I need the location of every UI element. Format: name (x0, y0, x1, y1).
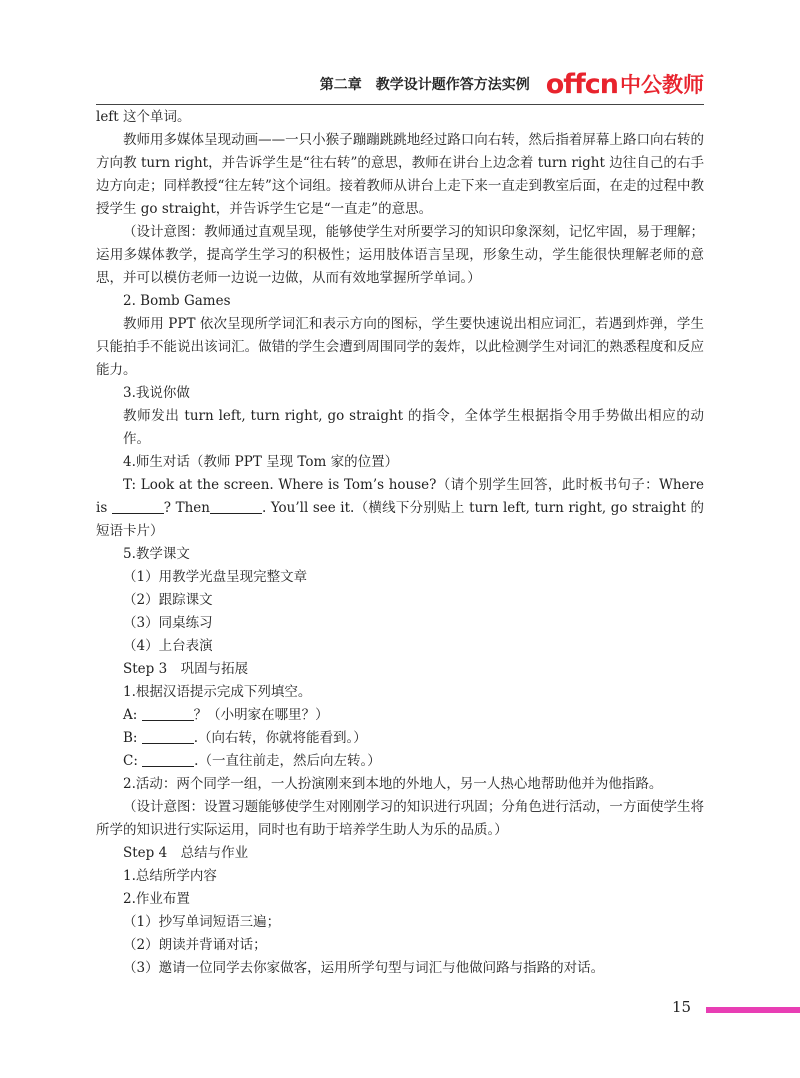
fill-blank (210, 499, 262, 514)
header-divider (96, 104, 704, 105)
page-header (96, 66, 704, 102)
paragraph: 教师用多媒体呈现动画——一只小猴子蹦蹦跳跳地经过路口向右转，然后指着屏幕上路口向右转的方向教 turn right，并告诉学生是“往右转”的意思，教师在讲台上边念着 turn right 边往自己的右手边方向走；同样教授“往左转”这个词组。接着教师从讲台上走下来一直走到教室后面，在走的过程中教授学生 go straight，并告诉学生它是“一直走”的意思。 (96, 132, 704, 217)
footer-bar (706, 1007, 800, 1013)
paragraph: left 这个单词。 (96, 109, 191, 125)
list-item: （3）同桌练习 (123, 615, 213, 631)
fill-blank (142, 752, 194, 767)
page-body (96, 106, 704, 980)
section-heading: 3.我说你做 (123, 385, 190, 401)
chapter-title: 第二章 教学设计题作答方法实例 (319, 77, 530, 93)
fill-blank (142, 729, 194, 744)
list-item: （4）上台表演 (123, 638, 213, 654)
list-item: （3）邀请一位同学去你家做客，运用所学句型与词汇与他做问路与指路的对话。 (123, 960, 605, 976)
list-item: （1）用教学光盘呈现完整文章 (123, 569, 308, 585)
section-heading: 2. Bomb Games (123, 293, 231, 309)
paragraph: 教师发出 turn left, turn right, go straight 的指令，全体学生根据指令用手势做出相应的动作。 (123, 408, 704, 447)
paragraph: 教师用 PPT 依次呈现所学词汇和表示方向的图标，学生要快速说出相应词汇，若遇到炸弹，学生只能拍手不能说出该词汇。做错的学生会遭到周围同学的轰炸，以此检测学生对词汇的熟悉程度和反应能力。 (96, 316, 704, 378)
design-note: （设计意图：设置习题能够使学生对刚刚学习的知识进行巩固；分角色进行活动，一方面使学生将所学的知识进行实际运用，同时也有助于培养学生助人为乐的品质。） (96, 799, 704, 838)
exercise-line: C: .（一直往前走，然后向左转。） (123, 753, 381, 769)
section-heading: 5.教学课文 (123, 546, 190, 562)
step-heading: Step 3 巩固与拓展 (123, 661, 249, 677)
dialogue-line: T: Look at the screen. Where is Tom’s house?（请个别学生回答，此时板书句子：Where is ? Then . You’ll see it.（横线下分别贴上 turn left, turn right, go straight 的短语卡片） (96, 477, 704, 539)
fill-blank (142, 706, 194, 721)
list-item: 1.总结所学内容 (123, 868, 217, 884)
offcn-logo (546, 69, 704, 99)
fill-blank (112, 499, 164, 514)
logo-text: 中公教师 (620, 73, 704, 97)
section-heading: 4.师生对话（教师 PPT 呈现 Tom 家的位置） (123, 454, 399, 470)
page-number: 15 (672, 998, 692, 1016)
paragraph: 2.活动：两个同学一组，一人扮演刚来到本地的外地人，另一人热心地帮助他并为他指路。 (123, 776, 663, 792)
logo-mark: offcn (545, 68, 618, 100)
list-item: （2）跟踪课文 (123, 592, 213, 608)
list-item: （1）抄写单词短语三遍； (123, 914, 281, 930)
design-note: （设计意图：教师通过直观呈现，能够使学生对所要学习的知识印象深刻，记忆牢固，易于理解；运用多媒体教学，提高学生学习的积极性；运用肢体语言呈现，形象生动，学生能很快理解老师的意思，并可以模仿老师一边说一边做，从而有效地掌握所学单词。） (96, 224, 704, 286)
paragraph: 1.根据汉语提示完成下列填空。 (123, 684, 312, 700)
exercise-line: A: ？（小明家在哪里？） (123, 707, 329, 723)
list-item: 2.作业布置 (123, 891, 190, 907)
step-heading: Step 4 总结与作业 (123, 845, 249, 861)
exercise-line: B: .（向右转，你就将能看到。） (123, 730, 367, 746)
list-item: （2）朗读并背诵对话； (123, 937, 267, 953)
